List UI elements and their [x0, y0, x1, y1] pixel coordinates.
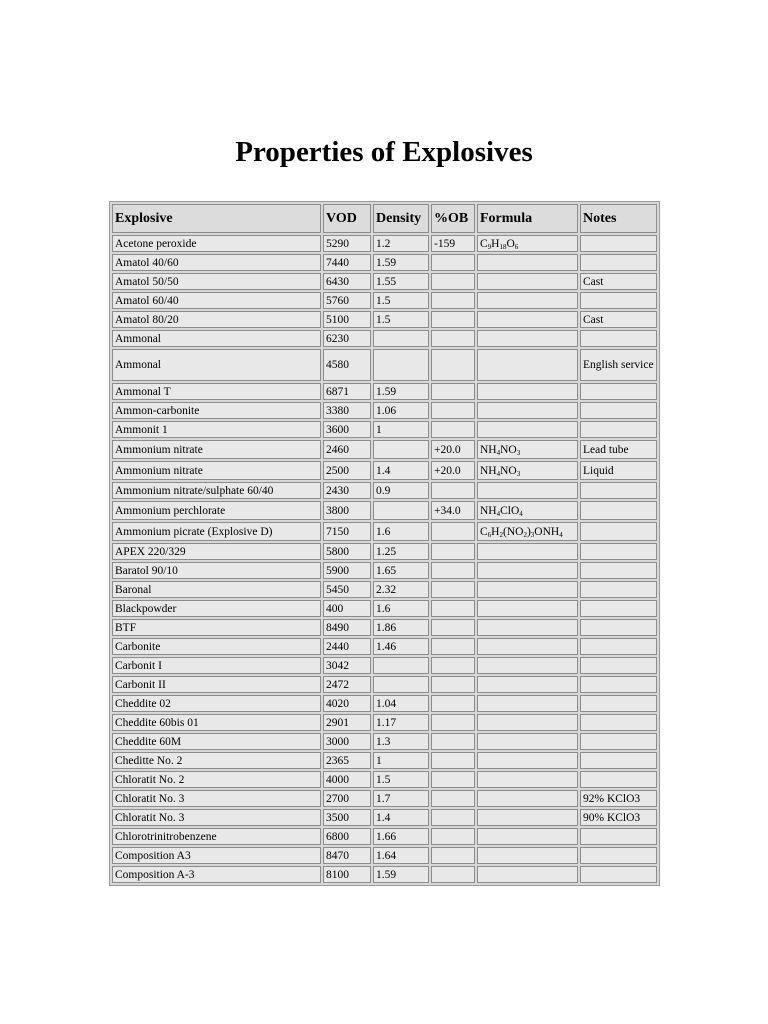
cell-vod: 6800 [323, 828, 371, 845]
column-header-ob: %OB [431, 204, 475, 233]
cell-notes [580, 600, 657, 617]
cell-density: 1.6 [373, 600, 429, 617]
cell-formula [477, 847, 578, 864]
cell-formula [477, 292, 578, 309]
cell-vod: 3042 [323, 657, 371, 674]
table-row [112, 581, 657, 598]
cell-density [373, 676, 429, 693]
explosives-table-container [109, 201, 660, 886]
formula-subscript: 4 [519, 509, 523, 518]
cell-density: 1 [373, 421, 429, 438]
cell-ob [431, 543, 475, 560]
cell-ob: -159 [431, 235, 475, 252]
cell-notes: English service [580, 349, 657, 381]
cell-ob [431, 828, 475, 845]
cell-formula [477, 638, 578, 655]
cell-explosive: Chloratit No. 3 [112, 790, 321, 807]
cell-density: 1.64 [373, 847, 429, 864]
cell-notes: 90% KClO3 [580, 809, 657, 826]
cell-formula [477, 695, 578, 712]
cell-vod: 5900 [323, 562, 371, 579]
cell-explosive: Ammonal [112, 330, 321, 347]
cell-notes: 92% KClO3 [580, 790, 657, 807]
formula-part: ONH [534, 525, 560, 538]
column-header-density: Density [373, 204, 429, 233]
cell-vod: 2472 [323, 676, 371, 693]
explosives-table [110, 202, 659, 885]
cell-vod: 7150 [323, 522, 371, 541]
cell-notes [580, 254, 657, 271]
cell-ob [431, 292, 475, 309]
cell-notes: Cast [580, 273, 657, 290]
cell-notes [580, 619, 657, 636]
formula-part: ClO [500, 504, 520, 517]
cell-vod: 6430 [323, 273, 371, 290]
table-row [112, 383, 657, 400]
cell-explosive: Composition A3 [112, 847, 321, 864]
cell-formula [477, 600, 578, 617]
cell-density: 1.65 [373, 562, 429, 579]
cell-density: 1.66 [373, 828, 429, 845]
cell-ob [431, 714, 475, 731]
cell-ob [431, 349, 475, 381]
cell-formula [477, 714, 578, 731]
table-row [112, 638, 657, 655]
formula-part: ) [526, 525, 531, 538]
cell-vod: 3500 [323, 809, 371, 826]
table-row [112, 619, 657, 636]
cell-explosive: Carbonite [112, 638, 321, 655]
cell-explosive: Ammonium nitrate [112, 461, 321, 480]
cell-explosive: Chloratit No. 3 [112, 809, 321, 826]
cell-notes [580, 383, 657, 400]
table-row [112, 254, 657, 271]
cell-explosive: Blackpowder [112, 600, 321, 617]
cell-notes [580, 292, 657, 309]
formula-subscript: 3 [530, 530, 535, 539]
column-header-notes: Notes [580, 204, 657, 233]
cell-ob [431, 733, 475, 750]
cell-explosive: Chloratit No. 2 [112, 771, 321, 788]
cell-ob [431, 771, 475, 788]
cell-formula [477, 866, 578, 883]
cell-explosive: Acetone peroxide [112, 235, 321, 252]
cell-formula [477, 543, 578, 560]
table-row [112, 402, 657, 419]
cell-notes [580, 752, 657, 769]
cell-ob [431, 562, 475, 579]
formula-subscript: 2 [523, 530, 527, 539]
cell-explosive: Amatol 40/60 [112, 254, 321, 271]
cell-formula [477, 733, 578, 750]
cell-ob [431, 600, 475, 617]
table-row [112, 562, 657, 579]
formula-part: C [480, 525, 488, 538]
cell-density: 1.5 [373, 771, 429, 788]
cell-explosive: Ammon-carbonite [112, 402, 321, 419]
cell-explosive: Cheditte No. 2 [112, 752, 321, 769]
table-row [112, 733, 657, 750]
cell-formula [477, 273, 578, 290]
cell-explosive: Ammonium picrate (Explosive D) [112, 522, 321, 541]
cell-ob [431, 790, 475, 807]
cell-explosive: Ammonium nitrate [112, 440, 321, 459]
cell-explosive: Ammonal [112, 349, 321, 381]
formula-part: C [480, 237, 488, 250]
cell-notes [580, 402, 657, 419]
cell-ob [431, 254, 475, 271]
formula-part: NH [480, 464, 497, 477]
cell-explosive: Composition A-3 [112, 866, 321, 883]
cell-formula [477, 657, 578, 674]
cell-vod: 8490 [323, 619, 371, 636]
cell-ob [431, 311, 475, 328]
cell-formula [477, 482, 578, 499]
table-row [112, 273, 657, 290]
cell-vod: 4580 [323, 349, 371, 381]
formula-subscript: 18 [499, 242, 507, 251]
cell-formula [477, 828, 578, 845]
cell-notes [580, 657, 657, 674]
formula-part: NO [500, 443, 517, 456]
cell-ob [431, 638, 475, 655]
formula-part: H [491, 525, 500, 538]
cell-density: 1.17 [373, 714, 429, 731]
cell-density: 1.86 [373, 619, 429, 636]
table-row [112, 311, 657, 328]
table-row [112, 235, 657, 252]
cell-notes [580, 695, 657, 712]
cell-notes: Lead tube [580, 440, 657, 459]
cell-formula [477, 676, 578, 693]
cell-notes [580, 581, 657, 598]
cell-notes [580, 501, 657, 520]
table-row [112, 809, 657, 826]
cell-formula [477, 383, 578, 400]
cell-vod: 5760 [323, 292, 371, 309]
cell-formula [477, 440, 578, 459]
cell-ob [431, 866, 475, 883]
cell-notes [580, 543, 657, 560]
formula-part: NO [500, 464, 517, 477]
formula-subscript: 4 [496, 469, 501, 478]
cell-density: 1.06 [373, 402, 429, 419]
cell-explosive: Baratol 90/10 [112, 562, 321, 579]
cell-explosive: Chlorotrinitrobenzene [112, 828, 321, 845]
cell-vod: 2700 [323, 790, 371, 807]
cell-ob [431, 402, 475, 419]
cell-vod: 8470 [323, 847, 371, 864]
cell-ob [431, 421, 475, 438]
formula-subscript: 3 [516, 448, 521, 457]
formula-part: H [491, 237, 500, 250]
table-row [112, 790, 657, 807]
cell-formula [477, 402, 578, 419]
cell-density: 1.6 [373, 522, 429, 541]
cell-formula [477, 501, 578, 520]
cell-vod: 3600 [323, 421, 371, 438]
cell-explosive: Amatol 80/20 [112, 311, 321, 328]
cell-vod: 7440 [323, 254, 371, 271]
table-row [112, 330, 657, 347]
cell-density: 0.9 [373, 482, 429, 499]
cell-explosive: Carbonit I [112, 657, 321, 674]
cell-density [373, 330, 429, 347]
cell-ob: +34.0 [431, 501, 475, 520]
table-row [112, 695, 657, 712]
cell-notes [580, 235, 657, 252]
table-row [112, 714, 657, 731]
cell-vod: 2365 [323, 752, 371, 769]
cell-formula [477, 581, 578, 598]
cell-vod: 400 [323, 600, 371, 617]
cell-explosive: APEX 220/329 [112, 543, 321, 560]
cell-formula [477, 752, 578, 769]
column-header-formula: Formula [477, 204, 578, 233]
cell-formula [477, 311, 578, 328]
cell-notes [580, 638, 657, 655]
cell-density [373, 349, 429, 381]
cell-density: 1.04 [373, 695, 429, 712]
cell-density: 1.59 [373, 383, 429, 400]
cell-vod: 2500 [323, 461, 371, 480]
cell-vod: 2440 [323, 638, 371, 655]
cell-density: 1.7 [373, 790, 429, 807]
cell-ob [431, 676, 475, 693]
cell-ob [431, 273, 475, 290]
cell-vod: 5100 [323, 311, 371, 328]
cell-notes [580, 562, 657, 579]
cell-density: 2.32 [373, 581, 429, 598]
cell-vod: 5450 [323, 581, 371, 598]
cell-density [373, 440, 429, 459]
cell-density: 1.46 [373, 638, 429, 655]
cell-notes [580, 733, 657, 750]
table-row [112, 866, 657, 883]
page-title: Properties of Explosives [235, 136, 533, 168]
cell-ob [431, 695, 475, 712]
formula-subscript: 4 [559, 530, 563, 539]
cell-ob [431, 619, 475, 636]
table-row [112, 482, 657, 499]
table-header-row [112, 204, 657, 233]
cell-vod: 6230 [323, 330, 371, 347]
cell-explosive: Cheddite 60M [112, 733, 321, 750]
table-row [112, 676, 657, 693]
table-row [112, 771, 657, 788]
cell-formula [477, 461, 578, 480]
cell-density: 1.3 [373, 733, 429, 750]
cell-ob [431, 383, 475, 400]
cell-density: 1.59 [373, 866, 429, 883]
cell-explosive: Ammonium perchlorate [112, 501, 321, 520]
cell-notes [580, 676, 657, 693]
cell-formula [477, 790, 578, 807]
cell-formula [477, 235, 578, 252]
cell-density: 1.2 [373, 235, 429, 252]
cell-ob [431, 482, 475, 499]
cell-ob: +20.0 [431, 440, 475, 459]
cell-formula [477, 619, 578, 636]
formula-subscript: 6 [514, 242, 519, 251]
cell-explosive: Baronal [112, 581, 321, 598]
cell-formula [477, 809, 578, 826]
column-header-explosive: Explosive [112, 204, 321, 233]
cell-ob [431, 752, 475, 769]
table-row [112, 847, 657, 864]
table-row [112, 828, 657, 845]
cell-explosive: Amatol 60/40 [112, 292, 321, 309]
cell-ob [431, 330, 475, 347]
cell-density: 1.25 [373, 543, 429, 560]
formula-subscript: 6 [487, 530, 492, 539]
cell-formula [477, 254, 578, 271]
cell-ob [431, 522, 475, 541]
table-row [112, 292, 657, 309]
table-row [112, 657, 657, 674]
cell-density: 1 [373, 752, 429, 769]
cell-formula [477, 771, 578, 788]
table-row [112, 543, 657, 560]
cell-density: 1.4 [373, 809, 429, 826]
cell-ob [431, 581, 475, 598]
cell-density: 1.59 [373, 254, 429, 271]
table-row [112, 600, 657, 617]
cell-density [373, 501, 429, 520]
cell-notes [580, 714, 657, 731]
table-row [112, 440, 657, 459]
cell-formula [477, 562, 578, 579]
cell-vod: 2460 [323, 440, 371, 459]
table-row [112, 421, 657, 438]
cell-notes: Liquid [580, 461, 657, 480]
cell-vod: 2901 [323, 714, 371, 731]
table-row [112, 501, 657, 520]
column-header-vod: VOD [323, 204, 371, 233]
cell-density: 1.5 [373, 292, 429, 309]
cell-formula [477, 421, 578, 438]
formula-part: (NO [502, 525, 524, 538]
cell-vod: 5800 [323, 543, 371, 560]
cell-vod: 2430 [323, 482, 371, 499]
cell-notes: Cast [580, 311, 657, 328]
cell-vod: 4000 [323, 771, 371, 788]
cell-ob [431, 657, 475, 674]
cell-vod: 6871 [323, 383, 371, 400]
cell-explosive: Ammonit 1 [112, 421, 321, 438]
cell-vod: 3000 [323, 733, 371, 750]
cell-density: 1.4 [373, 461, 429, 480]
formula-part: NH [480, 504, 497, 517]
formula-subscript: 3 [516, 469, 521, 478]
formula-subscript: 4 [496, 448, 501, 457]
formula-subscript: 9 [487, 242, 492, 251]
cell-explosive: BTF [112, 619, 321, 636]
cell-vod: 3800 [323, 501, 371, 520]
table-row [112, 349, 657, 381]
cell-formula [477, 522, 578, 541]
cell-ob: +20.0 [431, 461, 475, 480]
cell-formula [477, 330, 578, 347]
cell-density [373, 657, 429, 674]
cell-density: 1.55 [373, 273, 429, 290]
cell-notes [580, 866, 657, 883]
cell-explosive: Amatol 50/50 [112, 273, 321, 290]
cell-explosive: Carbonit II [112, 676, 321, 693]
cell-notes [580, 828, 657, 845]
cell-explosive: Cheddite 02 [112, 695, 321, 712]
cell-vod: 4020 [323, 695, 371, 712]
formula-part: NH [480, 443, 497, 456]
cell-ob [431, 809, 475, 826]
cell-vod: 5290 [323, 235, 371, 252]
formula-subscript: 2 [499, 530, 503, 539]
table-row [112, 752, 657, 769]
cell-ob [431, 847, 475, 864]
cell-density: 1.5 [373, 311, 429, 328]
table-row [112, 522, 657, 541]
cell-notes [580, 522, 657, 541]
cell-vod: 8100 [323, 866, 371, 883]
cell-notes [580, 771, 657, 788]
cell-notes [580, 482, 657, 499]
cell-explosive: Ammonium nitrate/sulphate 60/40 [112, 482, 321, 499]
table-row [112, 461, 657, 480]
cell-notes [580, 421, 657, 438]
cell-notes [580, 847, 657, 864]
formula-part: O [506, 237, 515, 250]
formula-subscript: 4 [496, 509, 501, 518]
cell-explosive: Cheddite 60bis 01 [112, 714, 321, 731]
cell-explosive: Ammonal T [112, 383, 321, 400]
cell-vod: 3380 [323, 402, 371, 419]
cell-notes [580, 330, 657, 347]
table-body [112, 235, 657, 883]
cell-formula [477, 349, 578, 381]
